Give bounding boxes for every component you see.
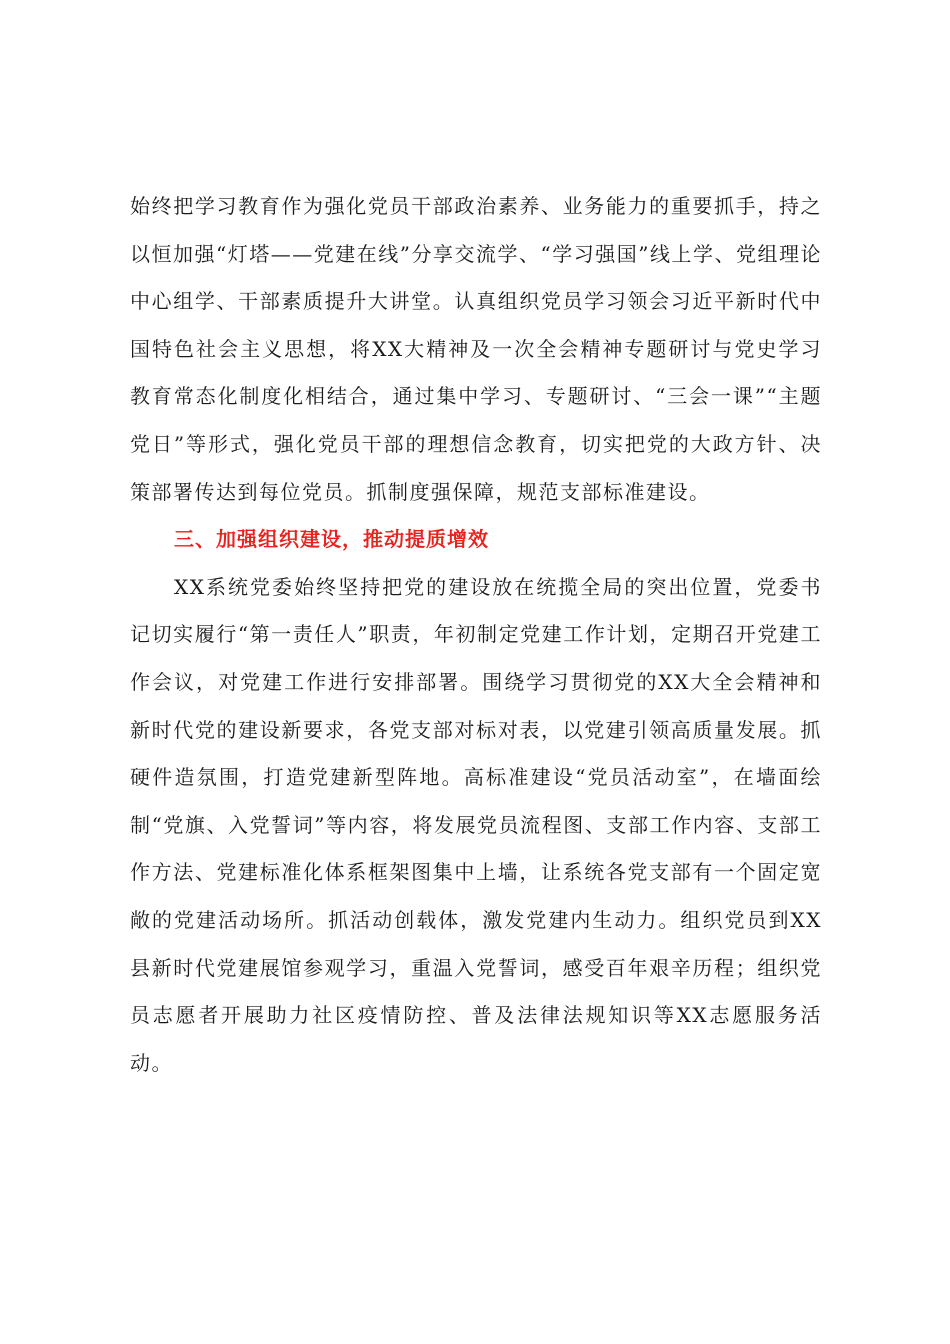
document-body	[130, 183, 822, 1087]
section-heading: 三、加强组织建设，推动提质增效	[174, 527, 489, 552]
body-paragraph-1: 始终把学习教育作为强化党员干部政治素养、业务能力的重要抓手，持之以恒加强“灯塔——党建在线”分享交流学、“学习强国”线上学、党组理论中心组学、干部素质提升大讲堂。认真组织党员学习领会习近平新时代中国特色社会主义思想，将XX大精神及一次全会精神专题研讨与党史学习教育常态化制度化相结合，通过集中学习、专题研讨、“三会一课”“主题党日”等形式，强化党员干部的理想信念教育，切实把党的大政方针、决策部署传达到每位党员。抓制度强保障，规范支部标准建设。	[130, 194, 822, 504]
body-paragraph-2: XX系统党委始终坚持把党的建设放在统揽全局的突出位置，党委书记切实履行“第一责任人”职责，年初制定党建工作计划，定期召开党建工作会议，对党建工作进行安排部署。围绕学习贯彻党的XX大全会精神和新时代党的建设新要求，各党支部对标对表，以党建引领高质量发展。抓硬件造氛围，打造党建新型阵地。高标准建设“党员活动室”，在墙面绘制“党旗、入党誓词”等内容，将发展党员流程图、支部工作内容、支部工作方法、党建标准化体系框架图集中上墙，让系统各党支部有一个固定宽敞的党建活动场所。抓活动创载体，激发党建内生动力。组织党员到XX县新时代党建展馆参观学习，重温入党誓词，感受百年艰辛历程；组织党员志愿者开展助力社区疫情防控、普及法律法规知识等XX志愿服务活动。	[130, 574, 822, 1075]
